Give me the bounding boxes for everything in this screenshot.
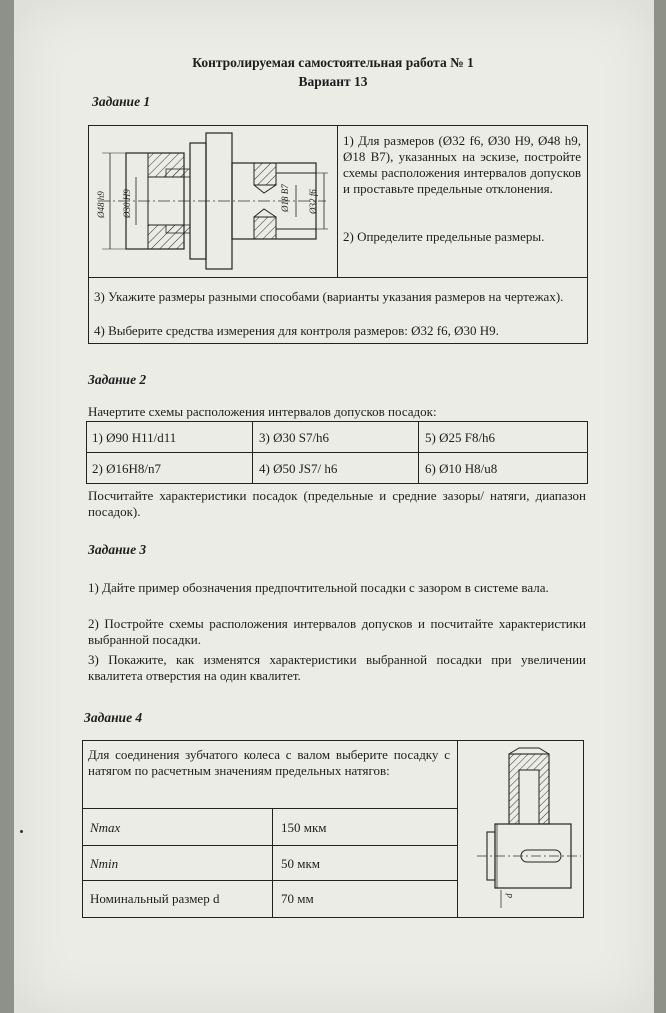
task2-intro: Начертите схемы расположения интервалов допусков посадок:	[88, 404, 437, 419]
task4-row-divider	[82, 880, 457, 881]
document-title: Контролируемая самостоятельная работа № 1	[192, 55, 474, 70]
task3-heading: Задание 3	[88, 542, 147, 557]
dim-label-32f6: Ø32 f6	[308, 189, 318, 214]
task1-question-1: 1) Для размеров (Ø32 f6, Ø30 H9, Ø48 h9, Ø18 B7), указанных на эскизе, постройте схемы расположения интервалов допусков и проставьте предельные отклонения.	[343, 133, 581, 196]
nmax-label: Nmax	[90, 820, 121, 835]
task4-row-divider	[82, 808, 457, 809]
task1-question-2: 2) Определите предельные размеры.	[343, 229, 545, 244]
task3-item: 3) Покажите, как изменятся характеристики выбранной посадки при увеличении квалитета отверстия на один квалитет.	[88, 652, 586, 683]
task4-description: Для соединения зубчатого колеса с валом выберите посадку с натягом по расчетным значениям предельных натягов:	[88, 747, 450, 778]
task3-item: 1) Дайте пример обозначения предпочтительной посадки с зазором в системе вала.	[88, 580, 549, 595]
variant-title: Вариант 13	[298, 74, 368, 89]
task4-heading: Задание 4	[84, 710, 143, 725]
dim-label-d: d	[504, 893, 514, 898]
nmin-label: Nmin	[90, 856, 119, 871]
fit-cell: 2) Ø16H8/n7	[92, 461, 161, 476]
fits-table-row-divider	[86, 452, 588, 453]
fit-cell: 6) Ø10 H8/u8	[425, 461, 498, 476]
task1-question-3: 3) Укажите размеры разными способами (варианты указания размеров на чертежах).	[94, 289, 564, 304]
nmin-value: 50 мкм	[281, 856, 321, 871]
fits-table-col-divider-1	[252, 421, 253, 484]
nmax-value: 150 мкм	[281, 820, 327, 835]
task2-outro: Посчитайте характеристики посадок (предельные и средние зазоры/ натяги, диапазон посадок).	[88, 488, 586, 519]
fits-table-col-divider-2	[418, 421, 419, 484]
task1-heading: Задание 1	[92, 94, 151, 109]
fit-cell: 4) Ø50 JS7/ h6	[259, 461, 338, 476]
task4-col-divider	[272, 808, 273, 918]
fit-cell: 1) Ø90 H11/d11	[92, 430, 177, 445]
task1-divider-vertical	[337, 125, 338, 277]
task3-item: 2) Постройте схемы расположения интервалов допусков и посчитайте характеристики выбранной посадки.	[88, 616, 586, 647]
nominal-size-label: Номинальный размер d	[90, 891, 220, 906]
dim-label-18B7: Ø18 B7	[280, 184, 290, 212]
nominal-size-value: 70 мм	[281, 891, 314, 906]
fit-cell: 3) Ø30 S7/h6	[259, 430, 330, 445]
task1-divider-horizontal	[88, 277, 588, 278]
task4-row-divider	[82, 845, 457, 846]
gear-shaft-sketch	[457, 740, 584, 918]
margin-mark	[20, 830, 23, 833]
fit-cell: 5) Ø25 F8/h6	[425, 430, 496, 445]
task2-heading: Задание 2	[88, 372, 147, 387]
task1-question-4: 4) Выберите средства измерения для контроля размеров: Ø32 f6, Ø30 H9.	[94, 323, 499, 338]
dim-label-30H9: Ø30 H9	[122, 189, 132, 218]
dim-label-48h9: Ø48 h9	[96, 191, 106, 218]
